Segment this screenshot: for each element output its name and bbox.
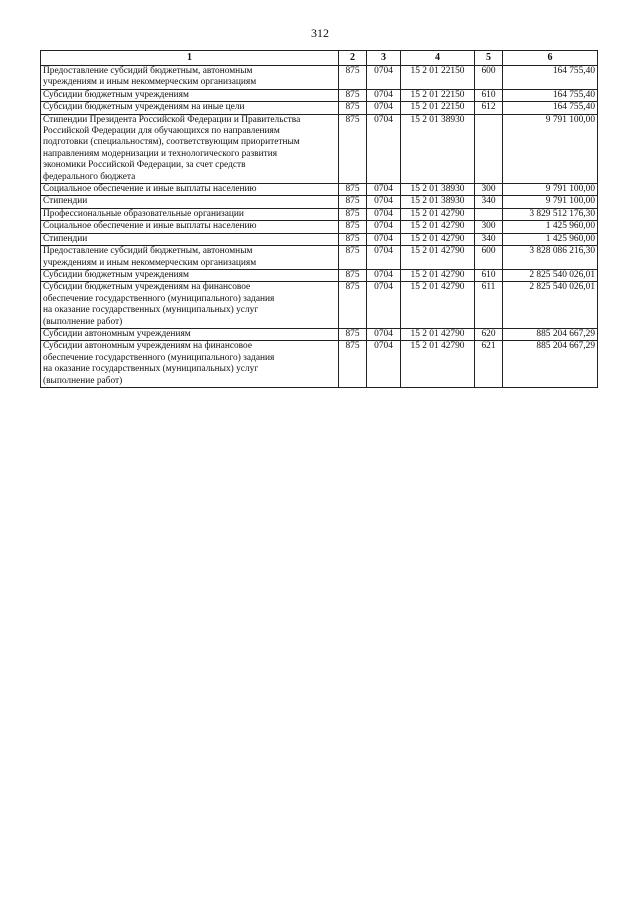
cell-section: 0704 bbox=[367, 89, 401, 101]
cell-target-article: 15 2 01 42790 bbox=[401, 208, 475, 220]
cell-name: Субсидии бюджетным учреждениям bbox=[41, 269, 339, 281]
cell-target-article: 15 2 01 42790 bbox=[401, 341, 475, 388]
cell-sum: 1 425 960,00 bbox=[503, 233, 598, 245]
cell-section: 0704 bbox=[367, 233, 401, 245]
cell-name: Субсидии бюджетным учреждениям на финансовое обеспечение государственного (муниципального) задания на оказание государственных (муниципальных) услуг (выполнение работ) bbox=[41, 282, 339, 329]
cell-grbs: 875 bbox=[339, 341, 367, 388]
cell-sum: 2 825 540 026,01 bbox=[503, 282, 598, 329]
cell-grbs: 875 bbox=[339, 184, 367, 196]
cell-expense-type: 621 bbox=[475, 341, 503, 388]
cell-name: Профессиональные образовательные организации bbox=[41, 208, 339, 220]
cell-expense-type bbox=[475, 114, 503, 183]
cell-grbs: 875 bbox=[339, 102, 367, 114]
cell-target-article: 15 2 01 42790 bbox=[401, 233, 475, 245]
cell-sum: 164 755,40 bbox=[503, 66, 598, 90]
cell-name: Социальное обеспечение и иные выплаты населению bbox=[41, 221, 339, 233]
cell-grbs: 875 bbox=[339, 246, 367, 270]
cell-expense-type: 611 bbox=[475, 282, 503, 329]
cell-name: Субсидии бюджетным учреждениям bbox=[41, 89, 339, 101]
column-header-section: 3 bbox=[367, 51, 401, 66]
budget-table bbox=[40, 50, 598, 388]
cell-name: Стипендии bbox=[41, 196, 339, 208]
cell-sum: 9 791 100,00 bbox=[503, 114, 598, 183]
cell-sum: 2 825 540 026,01 bbox=[503, 269, 598, 281]
cell-target-article: 15 2 01 42790 bbox=[401, 269, 475, 281]
cell-target-article: 15 2 01 22150 bbox=[401, 66, 475, 90]
cell-grbs: 875 bbox=[339, 114, 367, 183]
cell-section: 0704 bbox=[367, 328, 401, 340]
table-row bbox=[41, 328, 598, 340]
cell-expense-type: 600 bbox=[475, 246, 503, 270]
cell-section: 0704 bbox=[367, 196, 401, 208]
cell-section: 0704 bbox=[367, 102, 401, 114]
table-row bbox=[41, 269, 598, 281]
table-row bbox=[41, 233, 598, 245]
cell-section: 0704 bbox=[367, 341, 401, 388]
page-number: 312 bbox=[311, 26, 329, 40]
cell-expense-type bbox=[475, 208, 503, 220]
cell-expense-type: 300 bbox=[475, 221, 503, 233]
table-row bbox=[41, 196, 598, 208]
cell-sum: 164 755,40 bbox=[503, 102, 598, 114]
cell-target-article: 15 2 01 38930 bbox=[401, 114, 475, 183]
cell-sum: 885 204 667,29 bbox=[503, 341, 598, 388]
cell-section: 0704 bbox=[367, 184, 401, 196]
table-header-row bbox=[41, 51, 598, 66]
cell-sum: 1 425 960,00 bbox=[503, 221, 598, 233]
cell-expense-type: 340 bbox=[475, 196, 503, 208]
cell-grbs: 875 bbox=[339, 233, 367, 245]
cell-target-article: 15 2 01 42790 bbox=[401, 246, 475, 270]
cell-target-article: 15 2 01 42790 bbox=[401, 328, 475, 340]
cell-name: Стипендии bbox=[41, 233, 339, 245]
cell-expense-type: 612 bbox=[475, 102, 503, 114]
cell-sum: 9 791 100,00 bbox=[503, 196, 598, 208]
cell-grbs: 875 bbox=[339, 208, 367, 220]
cell-target-article: 15 2 01 42790 bbox=[401, 282, 475, 329]
cell-target-article: 15 2 01 38930 bbox=[401, 196, 475, 208]
table-row bbox=[41, 221, 598, 233]
cell-target-article: 15 2 01 38930 bbox=[401, 184, 475, 196]
cell-name: Субсидии бюджетным учреждениям на иные цели bbox=[41, 102, 339, 114]
cell-section: 0704 bbox=[367, 66, 401, 90]
cell-section: 0704 bbox=[367, 282, 401, 329]
cell-section: 0704 bbox=[367, 269, 401, 281]
cell-grbs: 875 bbox=[339, 89, 367, 101]
cell-name: Предоставление субсидий бюджетным, автономным учреждениям и иным некоммерческим организациям bbox=[41, 66, 339, 90]
cell-expense-type: 610 bbox=[475, 89, 503, 101]
table-row bbox=[41, 102, 598, 114]
cell-target-article: 15 2 01 42790 bbox=[401, 221, 475, 233]
cell-expense-type: 340 bbox=[475, 233, 503, 245]
cell-grbs: 875 bbox=[339, 269, 367, 281]
table-row bbox=[41, 114, 598, 183]
cell-name: Социальное обеспечение и иные выплаты населению bbox=[41, 184, 339, 196]
table-row bbox=[41, 282, 598, 329]
cell-expense-type: 300 bbox=[475, 184, 503, 196]
cell-sum: 3 829 512 176,30 bbox=[503, 208, 598, 220]
cell-sum: 164 755,40 bbox=[503, 89, 598, 101]
table-row bbox=[41, 246, 598, 270]
cell-sum: 885 204 667,29 bbox=[503, 328, 598, 340]
column-header-name: 1 bbox=[41, 51, 339, 66]
cell-grbs: 875 bbox=[339, 196, 367, 208]
cell-expense-type: 620 bbox=[475, 328, 503, 340]
column-header-grbs: 2 bbox=[339, 51, 367, 66]
column-header-target-article: 4 bbox=[401, 51, 475, 66]
table-row bbox=[41, 208, 598, 220]
column-header-sum: 6 bbox=[503, 51, 598, 66]
cell-name: Субсидии автономным учреждениям bbox=[41, 328, 339, 340]
cell-target-article: 15 2 01 22150 bbox=[401, 89, 475, 101]
cell-section: 0704 bbox=[367, 208, 401, 220]
cell-sum: 3 828 086 216,30 bbox=[503, 246, 598, 270]
cell-expense-type: 600 bbox=[475, 66, 503, 90]
cell-section: 0704 bbox=[367, 114, 401, 183]
cell-grbs: 875 bbox=[339, 328, 367, 340]
table-row bbox=[41, 341, 598, 388]
cell-grbs: 875 bbox=[339, 66, 367, 90]
cell-expense-type: 610 bbox=[475, 269, 503, 281]
table-row bbox=[41, 66, 598, 90]
cell-target-article: 15 2 01 22150 bbox=[401, 102, 475, 114]
cell-grbs: 875 bbox=[339, 221, 367, 233]
cell-name: Стипендии Президента Российской Федерации и Правительства Российской Федерации для обучающихся по направлениям подготовки (специальностям), соответствующим приоритетным направлениям модернизации и технологического развития экономики Российской Федерации, за счет средств федерального бюджета bbox=[41, 114, 339, 183]
cell-section: 0704 bbox=[367, 221, 401, 233]
column-header-expense-type: 5 bbox=[475, 51, 503, 66]
cell-section: 0704 bbox=[367, 246, 401, 270]
cell-name: Субсидии автономным учреждениям на финансовое обеспечение государственного (муниципального) задания на оказание государственных (муниципальных) услуг (выполнение работ) bbox=[41, 341, 339, 388]
table-row bbox=[41, 89, 598, 101]
cell-name: Предоставление субсидий бюджетным, автономным учреждениям и иным некоммерческим организациям bbox=[41, 246, 339, 270]
table-row bbox=[41, 184, 598, 196]
cell-grbs: 875 bbox=[339, 282, 367, 329]
cell-sum: 9 791 100,00 bbox=[503, 184, 598, 196]
